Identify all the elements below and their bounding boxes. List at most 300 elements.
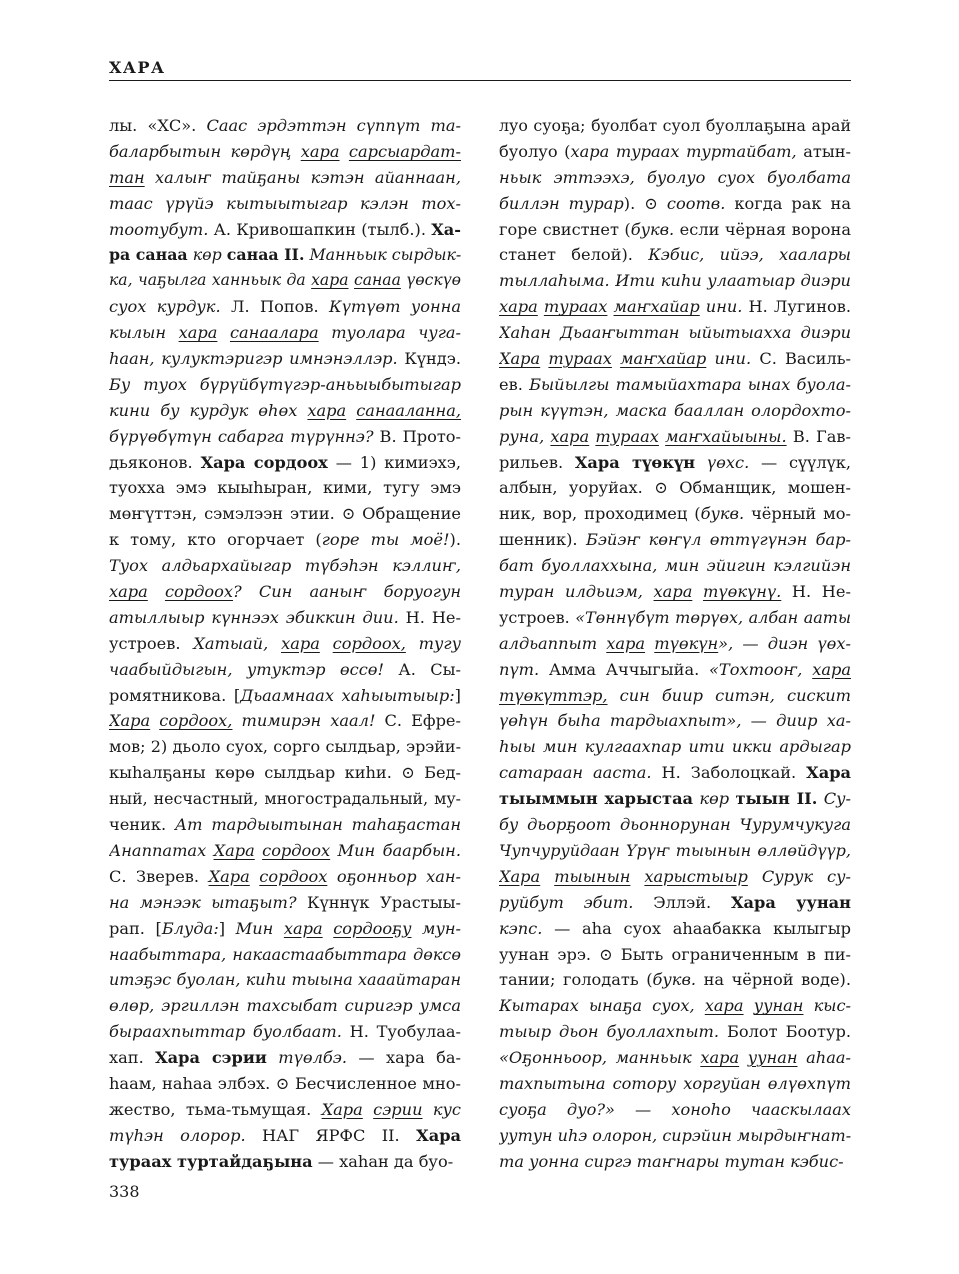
text-segment (739, 1048, 748, 1067)
text-segment: пүт. (499, 659, 540, 679)
text-segment: Күндэ. (397, 349, 461, 369)
text-segment: уутун иһэ олорон, сирэйин мырдыҥнат- (499, 1125, 851, 1145)
text-segment: хара (653, 582, 693, 602)
text-line (109, 1019, 461, 1045)
text-segment: кылын (109, 323, 179, 343)
text-line (499, 993, 851, 1019)
text-segment: рын күүтэн, маска бааллан олордохто- (499, 400, 851, 420)
text-line (499, 864, 851, 890)
text-segment: — хара ба- (347, 1048, 461, 1068)
text-segment: Хара (499, 866, 541, 886)
text-line (499, 605, 851, 631)
text-segment: түөкүнү. (702, 582, 782, 602)
text-line (109, 683, 461, 709)
text-segment: аһаа- (797, 1048, 851, 1068)
text-segment (645, 634, 654, 653)
text-segment: бүрүөбүтүн сабарга түрүннэ? (109, 426, 374, 446)
text-segment: рап. [ (109, 918, 162, 938)
text-line (109, 657, 461, 683)
text-segment: түөкүн (654, 633, 719, 653)
text-segment: Саас эрдэттэн сүппүт та- (206, 116, 461, 135)
text-segment: мов; 2) дьоло суох, сорго сылдьар, эрэйи- (109, 737, 461, 757)
text-line (499, 346, 851, 372)
text-segment (692, 582, 703, 601)
text-line (499, 242, 851, 268)
text-line (499, 631, 851, 657)
running-header (109, 58, 851, 81)
text-segment: атын- (796, 141, 851, 161)
text-line (499, 113, 851, 139)
text-segment: тыын II. (735, 789, 818, 809)
text-segment: Н. Не- (781, 582, 851, 602)
text-segment: Бу туох бүрүйбүтүгэр-аньыыбытыгар (109, 374, 461, 394)
text-segment: Туох алдьархайыгар түбэһэн кэллиҥ, (109, 556, 461, 576)
text-segment: букв. (630, 219, 675, 239)
text-segment: Кытарах ынаҕа суох, (499, 996, 705, 1016)
text-segment: атыллыыр күннээх эбиккин дии. (109, 607, 399, 627)
text-line (109, 398, 461, 424)
text-line (499, 320, 851, 346)
text-segment: «Тохтооҥ, (709, 659, 813, 679)
text-segment: ? Син ааныҥ боруогун (233, 582, 461, 602)
text-segment: Күтүөт уонна (329, 297, 461, 317)
text-segment: С. Зверев. (109, 866, 209, 886)
text-segment: харыстыыр (644, 866, 748, 886)
text-segment: түһэн олорор. (109, 1125, 246, 1145)
text-line (109, 320, 461, 346)
text-segment: кыһалҕаны көрө сылдьар киһи. ⊙ Бед- (109, 763, 461, 783)
text-segment: көр (187, 245, 227, 265)
text-line (109, 1123, 461, 1149)
text-segment: устроев. (499, 607, 576, 627)
text-segment: хара (311, 271, 349, 290)
text-segment: — аһа суох аһаабакка кылыгыр (542, 918, 851, 938)
text-line (109, 708, 461, 734)
text-segment: үөхс. (695, 452, 750, 472)
text-line (499, 838, 851, 864)
text-segment: үөһүн быһа тардыахпыт», — диир ха- (499, 711, 851, 731)
text-segment: ини. (706, 349, 752, 369)
text-line (499, 1071, 851, 1097)
text-segment: «Төннүбүт төрүөх, албан ааты (575, 607, 851, 627)
text-segment: сордоох, (332, 633, 406, 653)
text-segment: сордоох (259, 866, 328, 886)
text-line (109, 1149, 461, 1175)
text-segment: Н. Не- (398, 607, 461, 627)
text-segment: тании; голодать ( (499, 970, 653, 990)
text-segment: кыс- (803, 996, 851, 1016)
text-segment: луо суоҕа; буолбат суол буоллаҕына арай (499, 116, 851, 135)
text-segment: мөҥүттэн, сэмэлээн этии. ⊙ Обращение (109, 504, 461, 524)
text-segment: тыыр дьон буоллахпыт. (499, 1022, 720, 1042)
text-segment: Хара (499, 349, 541, 369)
text-segment: Хара уунан (730, 892, 851, 912)
text-segment: », — диэн үөх- (718, 633, 851, 653)
text-segment: суох курдук. (109, 297, 221, 317)
text-segment (346, 401, 356, 420)
text-segment: горе свистнет ( (499, 219, 631, 239)
text-line (109, 890, 461, 916)
text-segment: итэҕэс буолан, киһи тыына хааайтаран (109, 970, 461, 990)
text-segment: руна, (499, 426, 551, 446)
text-line (109, 579, 461, 605)
text-segment: ный, несчастный, многострадальный, му- (109, 789, 461, 809)
text-segment: сордоох (262, 840, 331, 860)
text-segment: таас үрүйэ кытыытыгар кэлэн тох- (109, 193, 461, 213)
text-line (499, 1019, 851, 1045)
text-line (109, 838, 461, 864)
text-segment: син биир ситэн, сискит (607, 685, 851, 705)
text-segment: Ат тардыытынан таһаҕастан (174, 815, 461, 835)
text-segment: халыҥ тайҕаны кэтэн айаннаан, (144, 167, 461, 187)
text-segment: Манньык сырдык- (304, 245, 461, 265)
text-segment: тураах (595, 426, 659, 446)
text-segment: — сүүлүк, (749, 452, 851, 472)
text-line (109, 916, 461, 942)
text-segment: сарсыардат- (348, 141, 461, 161)
text-segment: маҥхайыыны. (665, 426, 787, 446)
text-segment: көр (693, 789, 736, 809)
text-segment: Амма Аччыгыйа. (539, 659, 710, 679)
text-segment: санаалара (229, 323, 319, 343)
text-line (109, 1097, 461, 1123)
text-line (109, 760, 461, 786)
text-line (109, 553, 461, 579)
text-segment (744, 996, 754, 1015)
page-number: 338 (109, 1182, 140, 1201)
text-line (109, 812, 461, 838)
text-segment: — хаһан да буо- (312, 1151, 454, 1171)
text-segment: тимирэн хаал! (232, 711, 376, 731)
text-line (109, 165, 461, 191)
text-line (109, 631, 461, 657)
text-segment (612, 349, 620, 368)
text-segment: хара (109, 582, 148, 602)
text-segment: Н. Туобулаа- (341, 1022, 461, 1042)
text-line (499, 942, 851, 968)
text-segment (323, 919, 334, 938)
text-segment: санаа II. (226, 245, 305, 265)
text-line (499, 734, 851, 760)
text-segment: бат буоллаххына, мин эйигин кэлгийэн (499, 556, 851, 576)
text-segment: букв. (700, 504, 745, 524)
text-segment: тураах туртайдаҕына (109, 1151, 313, 1171)
text-segment: Быйылгы тамыйахтара ынах буола- (529, 374, 851, 394)
text-line (109, 450, 461, 476)
text-line (109, 139, 461, 165)
text-segment: Хаһан Дьааҥыттан ыйытыахха диэри (499, 323, 851, 343)
text-segment: ка, чаҕылга ханньык да (109, 271, 312, 290)
text-segment: Бэйэҥ көҥүл өттүгүнэн бар- (585, 530, 851, 550)
text-line (109, 217, 461, 243)
text-segment: Мин (235, 918, 284, 938)
text-segment: хара (812, 659, 851, 679)
text-line (499, 553, 851, 579)
text-line (109, 346, 461, 372)
text-segment: тугу (405, 633, 461, 653)
text-segment: хара (300, 141, 340, 161)
text-segment: руйбут эбит. (499, 892, 634, 912)
text-line (109, 372, 461, 398)
right-column (499, 113, 851, 1175)
text-segment: соотв. (666, 193, 726, 213)
text-line (499, 812, 851, 838)
text-segment: Хара (109, 711, 151, 731)
text-segment: станет белой). (499, 245, 649, 265)
text-segment: ра санаа (109, 245, 188, 265)
text-segment: түөлбэ. (266, 1048, 347, 1068)
text-segment: хап. (109, 1048, 156, 1068)
text-segment: ченик. (109, 815, 175, 835)
text-segment: хара (704, 996, 744, 1016)
text-segment: Л. Попов. (220, 297, 330, 317)
text-line (499, 1097, 851, 1123)
text-segment: кэпс. (499, 918, 543, 938)
text-segment: Хара (321, 1099, 363, 1119)
text-line (109, 113, 461, 139)
text-segment: Эллэй. (633, 892, 731, 912)
text-segment: Күннүк Урастыы- (296, 892, 461, 912)
text-segment: сэрии (373, 1099, 423, 1119)
text-segment: быраахпыттар буолбаат. (109, 1022, 342, 1042)
text-segment: шенник). (499, 530, 586, 550)
text-segment: чёрный мо- (744, 504, 851, 524)
text-segment: Мин баарбын. (330, 840, 461, 860)
text-segment: В. Гав- (786, 426, 851, 446)
text-segment: Хара (806, 763, 851, 783)
text-segment: суоҕа дуо?» — хоноһо чааскылаах (499, 1099, 851, 1119)
text-segment: — 1) кимиэхэ, (327, 452, 461, 472)
text-line (109, 1071, 461, 1097)
text-segment (320, 634, 333, 653)
text-line (499, 657, 851, 683)
text-line (109, 1045, 461, 1071)
text-segment: хара (283, 918, 323, 938)
text-line (109, 501, 461, 527)
text-segment: тыыммын харыстаа (499, 789, 694, 809)
text-segment: тыллаһыма. Ити киһи улаатыар диэри (499, 271, 851, 291)
text-line (109, 786, 461, 812)
text-segment: ). ⊙ (623, 193, 667, 213)
text-segment: уунан (753, 996, 804, 1016)
text-segment: Сурук су- (747, 866, 851, 886)
text-segment: тураах (548, 349, 612, 369)
text-segment: Анаппатах (109, 840, 214, 860)
text-line (499, 1045, 851, 1071)
text-segment: Су- (817, 789, 851, 809)
text-line (499, 1123, 851, 1149)
text-segment: бу дьорҕоот дьоннорунан Чурумчукуга (499, 815, 851, 835)
text-segment: на мэнээк ытаҕыт? (109, 892, 297, 912)
text-line (109, 242, 461, 268)
text-segment: ев. (499, 374, 530, 394)
text-segment: лы. «ХС». (109, 116, 207, 135)
text-segment: «Оҕонньоор, манньык (499, 1048, 701, 1068)
text-line (499, 294, 851, 320)
text-line (109, 294, 461, 320)
text-line (499, 191, 851, 217)
text-line (499, 683, 851, 709)
text-segment: Хара (213, 840, 255, 860)
text-segment: кини бу курдук өһөх (109, 400, 308, 420)
text-line (499, 268, 851, 294)
text-line (499, 527, 851, 553)
text-segment: Хара түөкүн (574, 452, 696, 472)
text-segment: сордоох (164, 582, 234, 602)
text-segment: Ха- (431, 219, 461, 239)
text-segment: жество, тьма-тьмущая. (109, 1099, 322, 1119)
text-segment (630, 867, 644, 886)
text-segment: рильев. (499, 452, 575, 472)
text-segment: Н. Заболоцкай. (651, 763, 807, 783)
text-segment: С. Василь- (751, 349, 851, 369)
text-segment: хара (606, 633, 646, 653)
text-segment: маҥхайар (613, 297, 700, 317)
text-segment: оҕонньор хан- (327, 866, 461, 886)
text-segment: наабыттара, накаастаабыттара дөксө (109, 944, 461, 964)
text-line (109, 734, 461, 760)
text-segment: тыынын (554, 866, 631, 886)
text-line (499, 916, 851, 942)
text-segment: сордоох, (159, 711, 233, 731)
text-segment (340, 142, 349, 161)
text-segment: тан (109, 167, 145, 187)
text-segment: ] (454, 685, 461, 705)
text-segment: хара тураах туртайбат, (570, 141, 797, 161)
text-segment: ромятникова. [ (109, 685, 241, 705)
text-segment: на чёрной воде). (696, 970, 851, 990)
text-segment: һаан, кулуктэригэр имнэнэллэр. (109, 349, 398, 369)
text-line (499, 139, 851, 165)
text-segment: хара (550, 426, 590, 446)
text-segment: Хара сордоох (200, 452, 328, 472)
text-segment (363, 1100, 373, 1119)
text-segment: хара (499, 297, 538, 317)
text-segment: уунан эрэ. ⊙ Быть ограниченным в пи- (499, 944, 851, 964)
header-title: ХАРА (109, 58, 166, 77)
text-line (109, 268, 461, 294)
text-segment: хара (307, 400, 347, 420)
text-segment: туран илдьиэм, (499, 582, 654, 602)
text-line (499, 398, 851, 424)
text-segment (217, 323, 230, 342)
text-segment: когда рак на (725, 193, 851, 213)
text-line (499, 786, 851, 812)
text-segment: если чёрная ворона (674, 219, 851, 239)
text-segment: албын, уоруйах. ⊙ Обманщик, мошен- (499, 478, 851, 498)
text-segment: сатараан ааста. (499, 763, 652, 783)
text-segment: мун- (411, 918, 461, 938)
text-segment: ини. (699, 297, 743, 317)
text-segment: Хара сэрии (155, 1048, 267, 1068)
text-segment: хара (700, 1048, 740, 1068)
text-segment: к тому, кто огорчает ( (109, 530, 322, 550)
text-segment: хара (281, 633, 320, 653)
text-segment: ник, вор, проходимец ( (499, 504, 701, 524)
text-line (499, 372, 851, 398)
text-segment: та уонна сиргэ таҥнары тутан кэбис- (499, 1151, 844, 1171)
text-segment: ] (218, 918, 236, 938)
text-segment (540, 867, 554, 886)
text-segment: маҥхайар (620, 349, 707, 369)
text-segment: Болот Боотур. (719, 1022, 851, 1042)
text-segment: сордооҕу (333, 918, 412, 938)
text-segment: Хара (416, 1125, 461, 1145)
text-segment: Дьаамнаах хаһыытыыр: (240, 685, 455, 705)
text-segment: С. Ефре- (375, 711, 461, 731)
text-segment: В. Прото- (373, 426, 461, 446)
text-line (499, 890, 851, 916)
text-segment: А. Сы- (384, 659, 461, 679)
text-line (499, 501, 851, 527)
text-segment: тураах (543, 297, 608, 317)
text-segment: тахпытына сотору хоргуйан өлүөхпүт (499, 1073, 851, 1093)
text-segment: түөкүттэр, (499, 685, 608, 705)
text-segment: А. Кривошапкин (тылб.). (208, 219, 432, 239)
text-line (499, 475, 851, 501)
text-segment: Н. Лугинов. (742, 297, 851, 317)
text-segment: һыы мин кулгаахпар ити икки ардыгар (499, 737, 851, 757)
text-segment (150, 711, 159, 730)
text-segment: тоотубут. (109, 219, 209, 239)
text-segment: баларбытын көрдүң (109, 141, 301, 161)
text-line (499, 1149, 851, 1175)
text-line (109, 942, 461, 968)
text-segment: һаам, наһаа элбэх. ⊙ Бесчисленное мно- (109, 1073, 461, 1093)
text-segment: НАГ ЯРФС II. (245, 1125, 417, 1145)
text-line (499, 424, 851, 450)
text-line (499, 760, 851, 786)
text-line (499, 967, 851, 993)
text-segment: устроев. (109, 633, 194, 653)
text-line (499, 579, 851, 605)
text-segment: хара (178, 323, 218, 343)
text-line (499, 165, 851, 191)
text-segment: санааланна, (356, 400, 461, 420)
text-segment: Кэбис, ийээ, хаалары (648, 245, 851, 265)
text-segment: туохха эмэ кыыһыран, кими, тугу эмэ (109, 478, 461, 498)
text-line (499, 450, 851, 476)
text-segment: дьяконов. (109, 452, 201, 472)
text-segment: уунан (747, 1048, 798, 1068)
text-segment: туолара чуга- (318, 323, 461, 343)
left-column (109, 113, 461, 1175)
text-line (109, 191, 461, 217)
text-line (109, 424, 461, 450)
text-segment: кус (422, 1099, 461, 1119)
text-segment: биллэн турар (499, 193, 624, 213)
text-segment: ньык эттээхэ, буолуо суох буолбата (499, 167, 851, 187)
text-line (109, 993, 461, 1019)
text-segment: алдьаппыт (499, 633, 607, 653)
text-segment (148, 582, 165, 601)
text-segment: Хара (208, 866, 250, 886)
text-segment: Хатыай, (193, 633, 282, 653)
text-line (109, 864, 461, 890)
text-line (109, 605, 461, 631)
text-segment: Блуда: (161, 918, 219, 938)
text-segment: Чупчуруйдаан Үрүҥ тыынын өллөйдүүр, (499, 840, 851, 860)
text-line (499, 217, 851, 243)
text-line (109, 475, 461, 501)
text-line (499, 708, 851, 734)
text-segment: горе ты моё! (321, 530, 450, 550)
text-segment: өлөр, эргиллэн тахсыбат сиригэр умса (109, 996, 461, 1016)
text-segment: үөскүө (400, 271, 461, 290)
text-segment: ). (449, 530, 461, 550)
text-segment: буолуо ( (499, 141, 571, 161)
text-segment: санаа (353, 271, 401, 290)
